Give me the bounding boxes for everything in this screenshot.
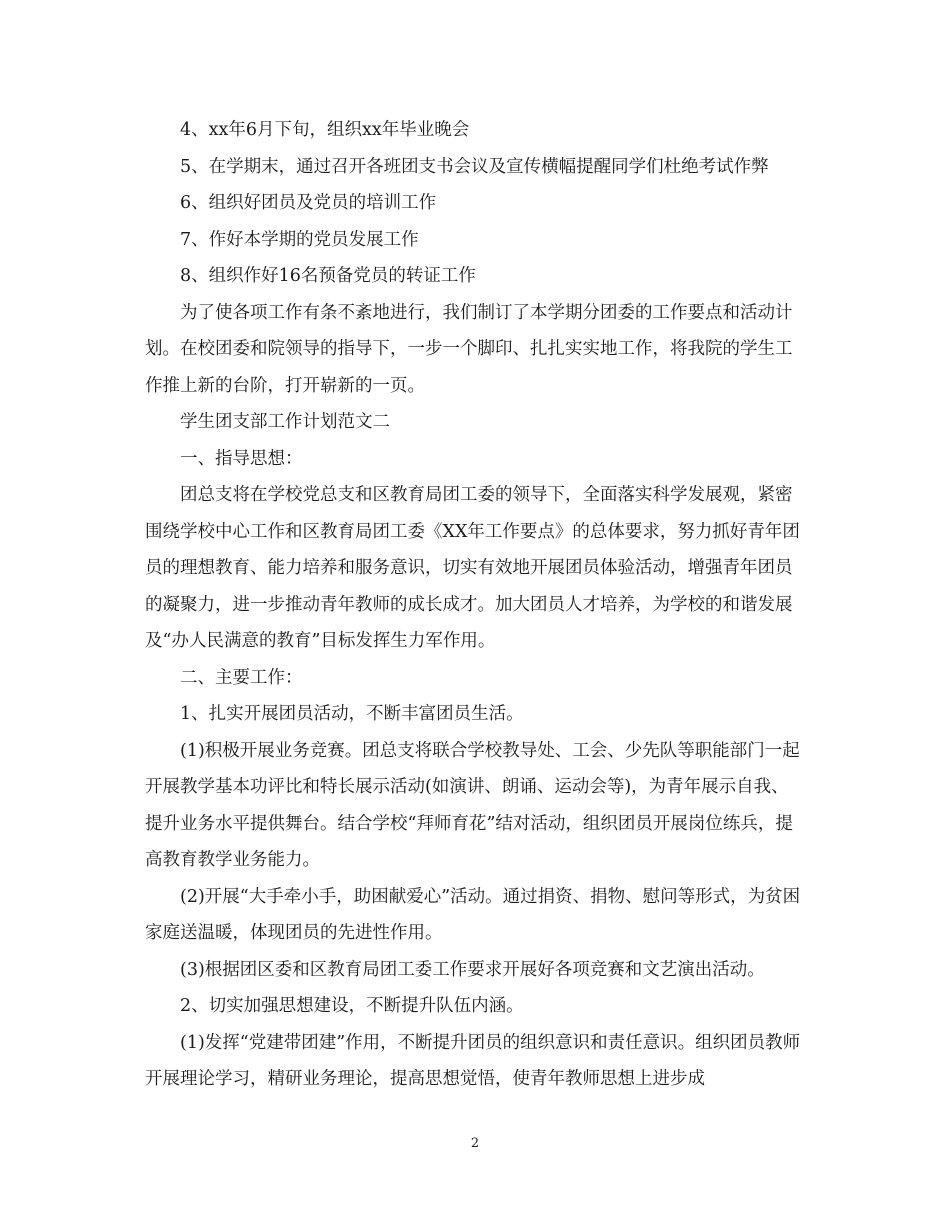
list-item: 6、组织好团员及党员的培训工作 xyxy=(180,193,437,213)
list-item: 5、在学期末，通过召开各班团支书会议及宣传横幅提醒同学们杜绝考试作弊 xyxy=(180,156,769,177)
subsection-heading: 1、扎实开展团员活动，不断丰富团员生活。 xyxy=(180,704,524,724)
page-number: 2 xyxy=(470,1136,480,1151)
body-paragraph: 为了使各项工作有条不紊地进行，我们制订了本学期分团委的工作要点和活动计划。在校团委和院领导的指导下，一步一个脚印、扎扎实实地工作，将我院的学生工作推上新的台阶，打开崭新的一页。 xyxy=(145,302,793,396)
body-paragraph: (1)积极开展业务竞赛。团总支将联合学校教导处、工会、少先队等职能部门一起开展教学基本功评比和特长展示活动(如演讲、朗诵、运动会等)，为青年展示自我、提升业务水平提供舞台。结合学校“拜师育花”结对活动，组织团员开展岗位练兵，提高教育教学业务能力。 xyxy=(145,740,800,870)
list-item: 8、组织作好16名预备党员的转证工作 xyxy=(180,266,476,286)
section-title: 学生团支部工作计划范文二 xyxy=(180,412,390,432)
subsection-heading: 2、切实加强思想建设，不断提升队伍内涵。 xyxy=(180,996,524,1016)
body-paragraph: 团总支将在学校党总支和区教育局团工委的领导下，全面落实科学发展观，紧密围绕学校中心工作和区教育局团工委《XX年工作要点》的总体要求，努力抓好青年团员的理想教育、能力培养和服务意识，切实有效地开展团员体验活动，增强青年团员的凝聚力，进一步推动青年教师的成长成才。加大团员人才培养，为学校的和谐发展及“办人民满意的教育”目标发挥生力军作用。 xyxy=(145,485,800,651)
body-paragraph: (3)根据团区委和区教育局团工委工作要求开展好各项竞赛和文艺演出活动。 xyxy=(180,959,765,980)
list-item: 4、xx年6月下旬，组织xx年毕业晚会 xyxy=(180,120,470,140)
body-paragraph: (2)开展“大手牵小手，助困献爱心”活动。通过捐资、捐物、慰问等形式，为贫困家庭送温暖，体现团员的先进性作用。 xyxy=(145,886,801,943)
body-paragraph: (1)发挥“党建带团建”作用，不断提升团员的组织意识和责任意识。组织团员教师开展理论学习，精研业务理论，提高思想觉悟，使青年教师思想上进步成 xyxy=(145,1032,801,1089)
section-heading: 一、指导思想： xyxy=(180,448,303,469)
document-body xyxy=(145,112,805,1098)
list-item: 7、作好本学期的党员发展工作 xyxy=(180,229,419,250)
section-heading: 二、主要工作： xyxy=(180,667,303,688)
